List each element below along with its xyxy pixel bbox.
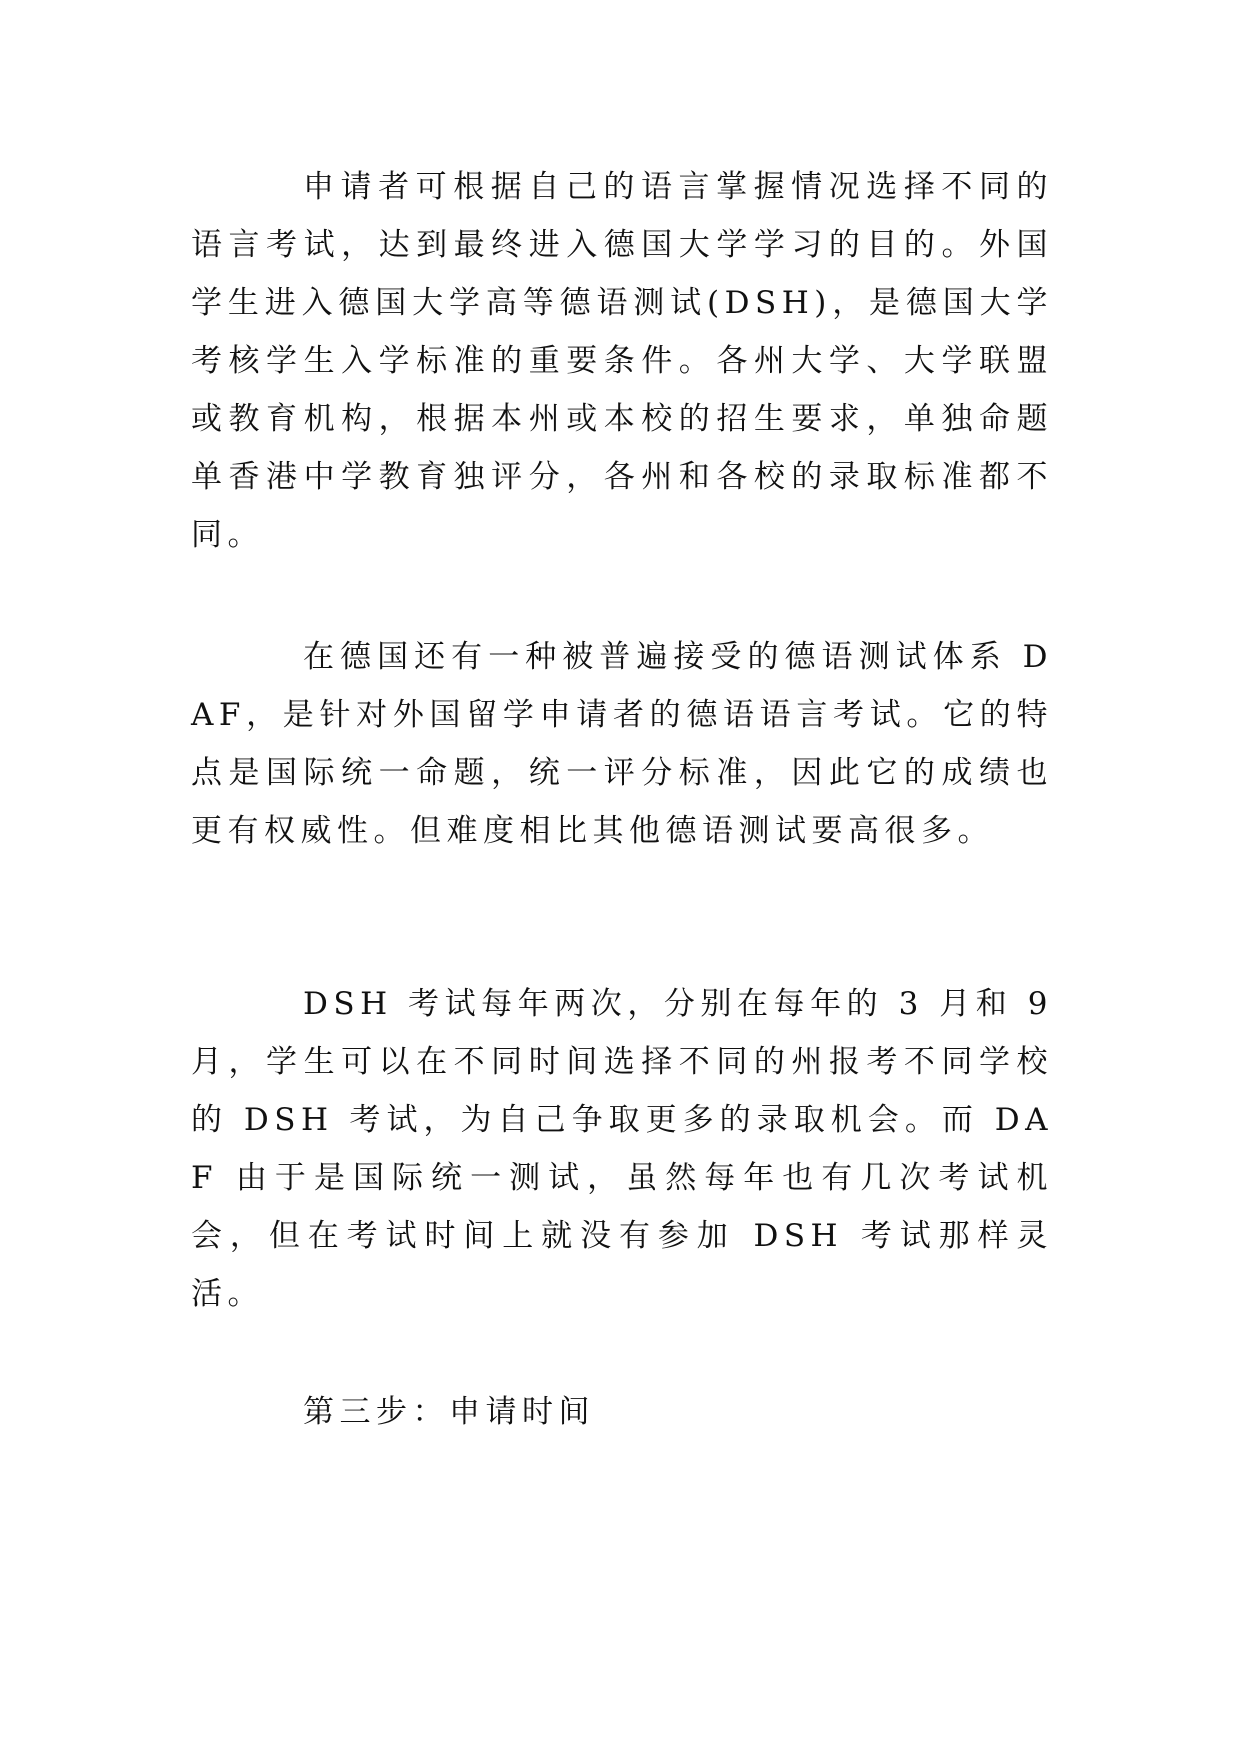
paragraph-daf-test: 在德国还有一种被普遍接受的德语测试体系 DAF，是针对外国留学申请者的德语语言考试。它的特点是国际统一命题，统一评分标准，因此它的成绩也更有权威性。但难度相比其他德语测试要高很多。 — [191, 639, 1053, 849]
section-heading-application-time: 第三步：申请时间 — [303, 1394, 595, 1430]
paragraph-dsh-schedule: DSH 考试每年两次，分别在每年的 3 月和 9 月，学生可以在不同时间选择不同的州报考不同学校的 DSH 考试，为自己争取更多的录取机会。而 DAF 由于是国际统一测试，虽然每年也有几次考试机会，但在考试时间上就没有参加 DSH 考试那样灵活。 — [191, 986, 1053, 1312]
paragraph-language-exam-choice: 申请者可根据自己的语言掌握情况选择不同的语言考试，达到最终进入德国大学学习的目的。外国学生进入德国大学高等德语测试(DSH)，是德国大学考核学生入学标准的重要条件。各州大学、大学联盟或教育机构，根据本州或本校的招生要求，单独命题单香港中学教育独评分，各州和各校的录取标准都不同。 — [191, 169, 1053, 553]
